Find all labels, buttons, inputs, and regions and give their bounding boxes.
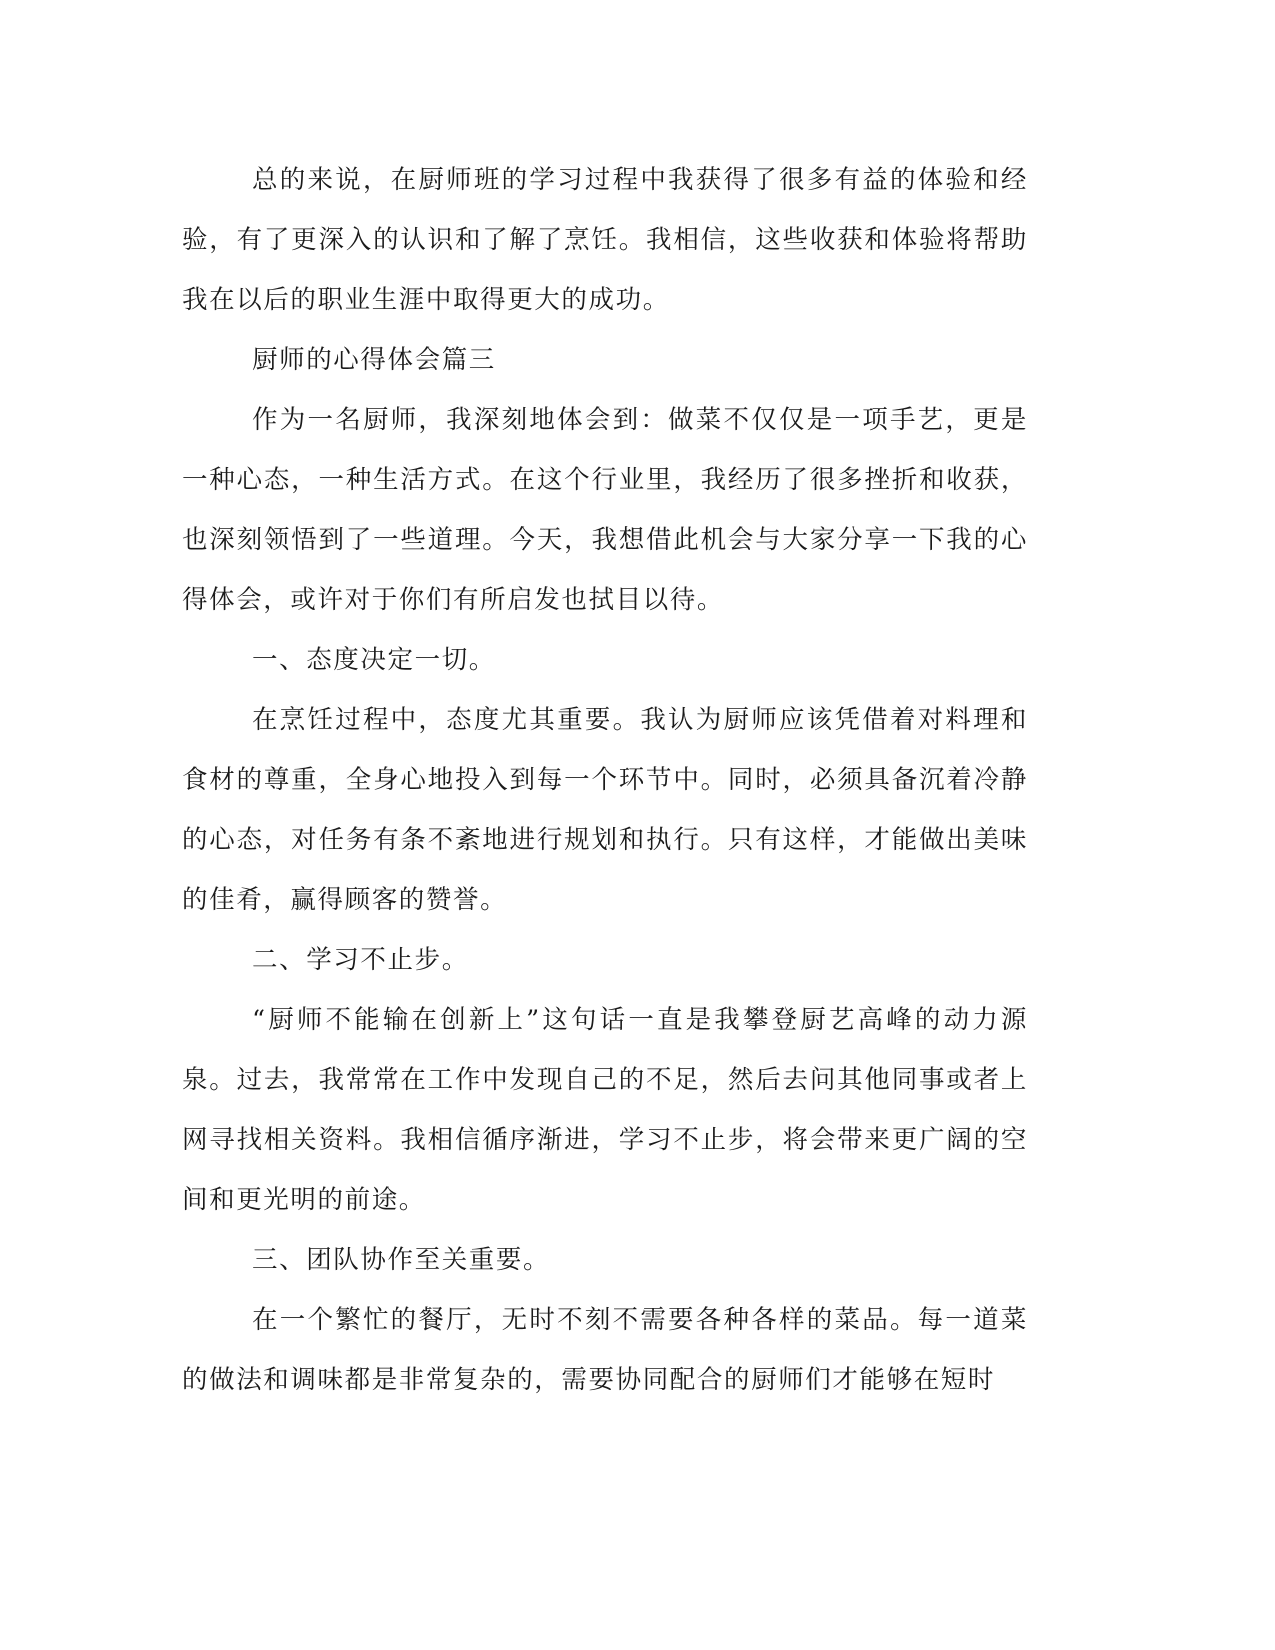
subheading-attitude: 一、态度决定一切。 bbox=[252, 645, 496, 675]
paragraph-intro: 作为一名厨师，我深刻地体会到：做菜不仅仅是一项手艺，更是一种心态，一种生活方式。在这个行业里，我经历了很多挫折和收获，也深刻领悟到了一些道理。今天，我想借此机会与大家分享一下我的心得体会，或许对于你们有所启发也拭目以待。 bbox=[182, 405, 1028, 615]
subheading-learning: 二、学习不止步。 bbox=[252, 945, 469, 975]
subheading-teamwork: 三、团队协作至关重要。 bbox=[252, 1245, 551, 1275]
document-body bbox=[182, 150, 1028, 1410]
paragraph-learning: “厨师不能输在创新上”这句话一直是我攀登厨艺高峰的动力源泉。过去，我常常在工作中发现自己的不足，然后去问其他同事或者上网寻找相关资料。我相信循序渐进，学习不止步，将会带来更广阔的空间和更光明的前途。 bbox=[182, 1005, 1028, 1215]
section-title-part-three: 厨师的心得体会篇三 bbox=[252, 345, 496, 375]
paragraph-attitude: 在烹饪过程中，态度尤其重要。我认为厨师应该凭借着对料理和食材的尊重，全身心地投入到每一个环节中。同时，必须具备沉着冷静的心态，对任务有条不紊地进行规划和执行。只有这样，才能做出美味的佳肴，赢得顾客的赞誉。 bbox=[182, 705, 1028, 915]
paragraph-summary: 总的来说，在厨师班的学习过程中我获得了很多有益的体验和经验，有了更深入的认识和了解了烹饪。我相信，这些收获和体验将帮助我在以后的职业生涯中取得更大的成功。 bbox=[182, 165, 1028, 315]
paragraph-teamwork: 在一个繁忙的餐厅，无时不刻不需要各种各样的菜品。每一道菜的做法和调味都是非常复杂的，需要协同配合的厨师们才能够在短时 bbox=[182, 1305, 1028, 1395]
